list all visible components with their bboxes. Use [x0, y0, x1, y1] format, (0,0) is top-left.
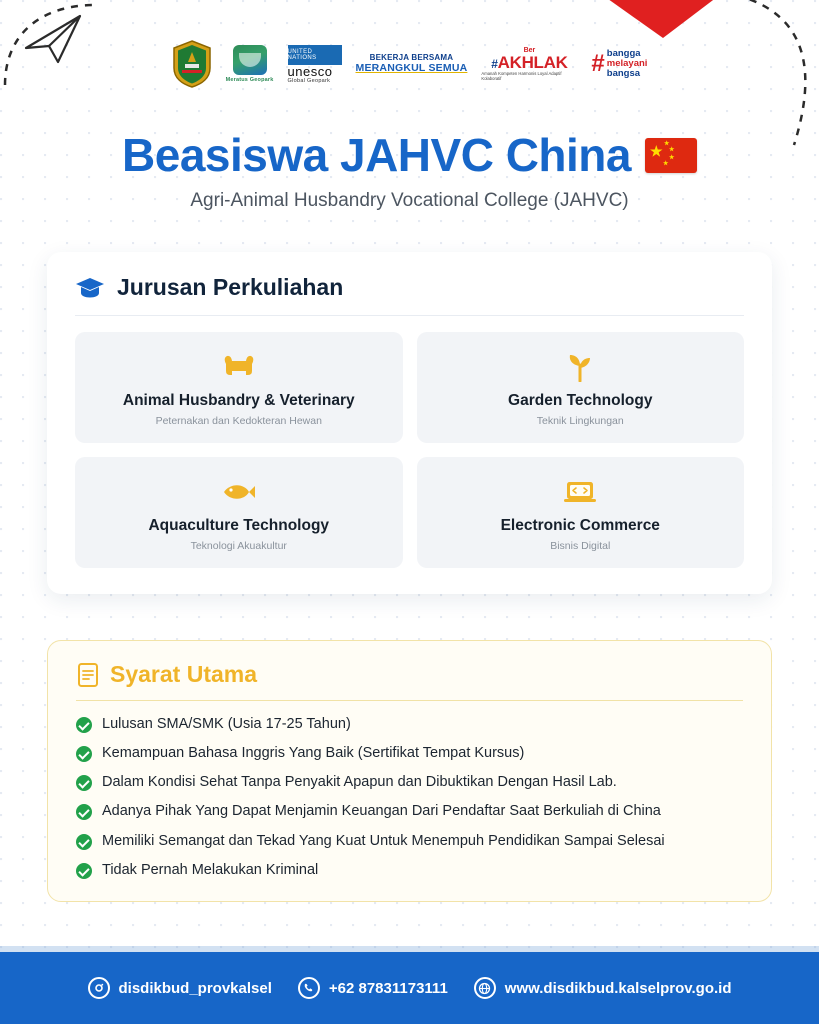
major-card-garden-technology[interactable] — [417, 332, 745, 443]
fish-icon — [85, 475, 393, 509]
cow-icon — [85, 350, 393, 384]
list-item — [76, 861, 743, 879]
check-circle-icon — [76, 804, 92, 820]
bangga-line3: bangsa — [606, 67, 641, 79]
requirement-text: Tidak Pernah Melakukan Kriminal — [102, 861, 319, 878]
akhlak-wordmark: AKHLAK — [497, 52, 568, 72]
major-card-animal-husbandry[interactable] — [75, 332, 403, 443]
major-title: Aquaculture Technology — [148, 517, 330, 534]
list-item — [76, 832, 743, 850]
china-flag-icon: ★ ★ ★ ★ ★ — [645, 138, 697, 173]
requirement-text: Adanya Pihak Yang Dapat Menjamin Keuangan Dari Pendaftar Saat Berkuliah di China — [102, 803, 661, 820]
kalsel-provincial-emblem — [172, 40, 212, 88]
footer-phone[interactable] — [298, 977, 448, 999]
check-circle-icon — [76, 775, 92, 791]
list-item — [76, 715, 743, 733]
requirements-card — [47, 640, 772, 902]
bangga-melayani-bangsa-logo — [591, 49, 647, 79]
unesco-bar-text: UNITED NATIONS — [287, 48, 317, 61]
check-circle-icon — [76, 717, 92, 733]
requirement-text: Dalam Kondisi Sehat Tanpa Penyakit Apapun dan Dibuktikan Dengan Hasil Lab. — [102, 774, 617, 791]
footer-website[interactable] — [474, 977, 732, 999]
footer-contact-bar — [0, 952, 819, 1024]
globe-icon — [474, 977, 496, 999]
bekerja-line1: BEKERJA BERSAMA — [369, 53, 454, 63]
unesco-sub: Global Geopark — [287, 77, 331, 84]
requirements-card-header — [76, 661, 743, 701]
bekerja-line2: MERANGKUL SEMUA — [355, 61, 468, 74]
sprout-icon — [427, 350, 735, 384]
requirement-text: Memiliki Semangat dan Tekad Yang Kuat Untuk Menempuh Pendidikan Sampai Selesai — [102, 832, 665, 849]
akhlak-logo: Ber #AKHLAK Amanah Kompeten Harmonis Loyal Adaptif Kolaboratif — [481, 47, 577, 82]
check-circle-icon — [76, 863, 92, 879]
list-item — [76, 802, 743, 820]
major-subtitle: Bisnis Digital — [550, 540, 611, 552]
requirement-text: Lulusan SMA/SMK (Usia 17-25 Tahun) — [102, 716, 351, 732]
check-circle-icon — [76, 834, 92, 850]
bekerja-bersama-logo — [356, 54, 468, 73]
page-subtitle: Agri-Animal Husbandry Vocational College (JAHVC) — [190, 190, 629, 211]
major-title: Electronic Commerce — [500, 517, 660, 534]
list-item — [76, 773, 743, 791]
graduation-cap-icon — [75, 276, 105, 300]
majors-heading: Jurusan Perkuliahan — [117, 274, 344, 300]
akhlak-prefix: Ber — [523, 46, 536, 54]
geopark-label: Meratus Geopark — [225, 77, 274, 83]
logo-strip — [0, 38, 819, 90]
major-subtitle: Peternakan dan Kedokteran Hewan — [155, 415, 322, 427]
bangga-line1: bangga — [606, 48, 641, 60]
footer-instagram-label: disdikbud_provkalsel — [118, 979, 272, 997]
majors-grid — [75, 332, 744, 568]
major-title: Garden Technology — [508, 392, 653, 409]
requirements-heading: Syarat Utama — [110, 661, 258, 687]
bangga-line2: melayani — [606, 58, 648, 70]
page-title-text: Beasiswa JAHVC China — [122, 129, 631, 181]
footer-phone-label: +62 87831173111 — [328, 979, 448, 997]
majors-card — [47, 252, 772, 594]
major-card-aquaculture[interactable] — [75, 457, 403, 568]
major-card-electronic-commerce[interactable] — [417, 457, 745, 568]
akhlak-subtext: Amanah Kompeten Harmonis Loyal Adaptif Kolaboratif — [481, 70, 562, 81]
meratus-geopark-logo — [226, 45, 274, 83]
unesco-logo — [288, 45, 342, 84]
hash-icon: # — [591, 50, 605, 78]
footer-instagram[interactable] — [88, 977, 272, 999]
major-subtitle: Teknik Lingkungan — [536, 415, 624, 427]
footer-website-label: www.disdikbud.kalselprov.go.id — [504, 979, 732, 997]
document-checklist-icon — [76, 662, 100, 688]
requirement-text: Kemampuan Bahasa Inggris Yang Baik (Sertifikat Tempat Kursus) — [102, 745, 525, 762]
major-title: Animal Husbandry & Veterinary — [122, 392, 355, 409]
list-item — [76, 744, 743, 762]
majors-card-header — [75, 274, 744, 316]
requirements-list — [76, 715, 743, 879]
title-block — [0, 128, 819, 212]
check-circle-icon — [76, 746, 92, 762]
phone-icon — [298, 977, 320, 999]
page-title — [122, 128, 697, 182]
major-subtitle: Teknologi Akuakultur — [190, 540, 287, 552]
laptop-code-icon — [427, 475, 735, 509]
instagram-icon — [88, 977, 110, 999]
unesco-wordmark: unesco — [287, 63, 333, 79]
